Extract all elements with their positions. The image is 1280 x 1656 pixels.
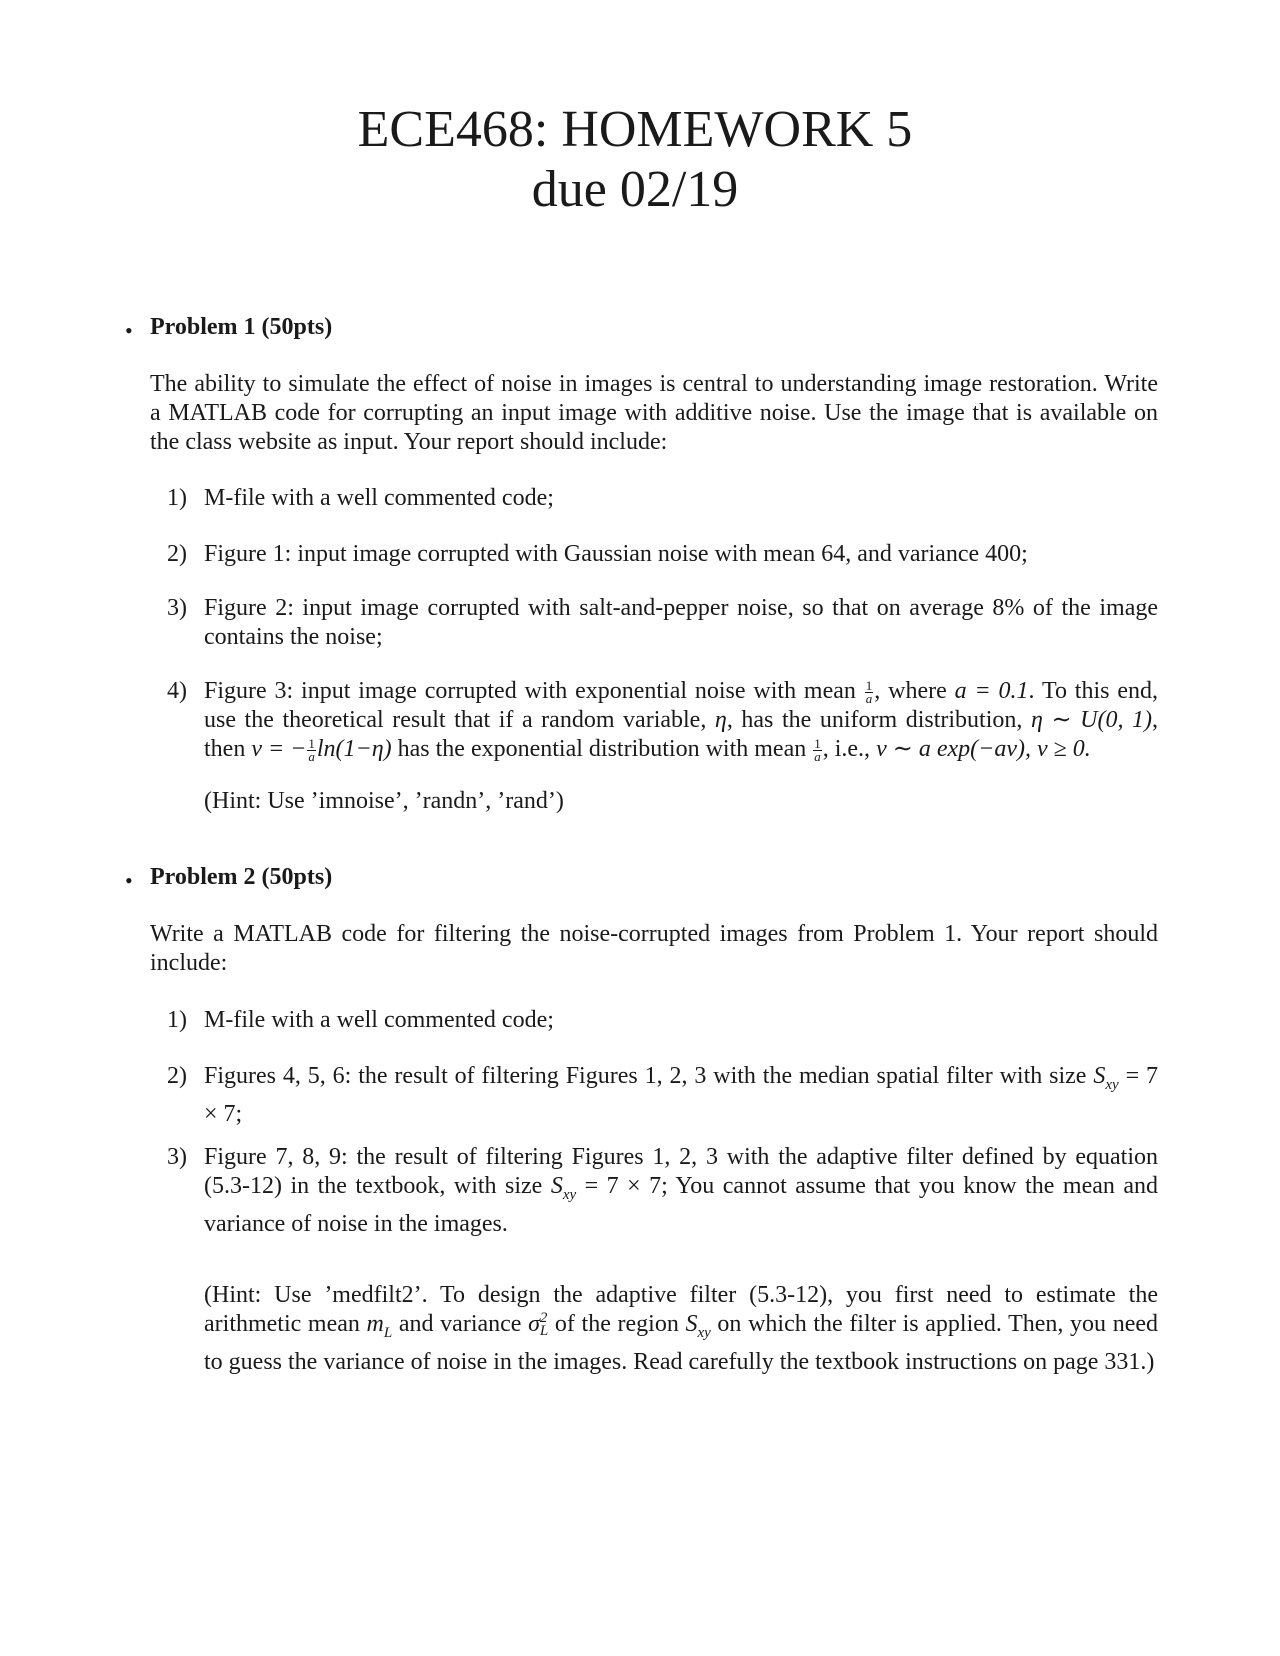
fraction-one-over-a-3: $\frac{1}{a}$: [814, 735, 821, 764]
p2-item-3: 3) Figure 7, 8, 9: the result of filtering Figures 1, 2, 3 with the adaptive filter defined by equation (5.3-12) in the textbook, with size $S_{xy} = 7 \times 7$; You cannot assume that you know the mean and variance of noise in the images.: [167, 1144, 1159, 1237]
p1-item-4: 4) Figure 3: input image corrupted with exponential noise with mean $\frac{1}{a}$ , where a = 0.1. To this end, use the theoretical result that if a random variable, η, has the uniform distribution, η ∼ U(0, 1), then ν = − $\frac{1}{a}$ ln(1−η) has the exponential distribution with mean $\frac{1}{a}$ , i.e., ν ∼ a exp(−aν), ν ≥ 0.: [167, 677, 1159, 764]
problem-1-heading: Problem 1 (50pts): [150, 314, 333, 340]
p1-item-1: 1) M-file with a well commented code;: [167, 485, 554, 511]
p2-item-2: 2) Figures 4, 5, 6: the result of filtering Figures 1, 2, 3 with the median spatial filter with size $S_{xy} = 7 \times 7$;: [167, 1063, 1158, 1127]
problem-1-intro: The ability to simulate the effect of noise in images is central to understanding image restoration. Write a MATLAB code for corrupting an input image with additive noise. Use the image that is available on the class website as input. Your report should include:: [150, 371, 1158, 455]
problem-2-hint: (Hint: Use ’medfilt2’. To design the adaptive filter (5.3-12), you first need to estimate the arithmetic mean $m_L$ and variance σ 2 L of the region $S_{xy}$ on which the filter is applied. Then, you need to guess the variance of noise in the images. Read carefully the textbook instructions on page 331.): [204, 1282, 1158, 1375]
problem-2-intro: Write a MATLAB code for filtering the noise-corrupted images from Problem 1. Your report should include:: [150, 921, 1158, 976]
problem-2-heading: Problem 2 (50pts): [150, 864, 333, 890]
document-title: [0, 100, 1270, 220]
problem-1-hint: (Hint: Use ’imnoise’, ’randn’, ’rand’): [204, 788, 564, 814]
bullet-problem-2: •: [125, 868, 133, 893]
bullet-problem-1: •: [125, 318, 133, 343]
p1-item-2: 2) Figure 1: input image corrupted with Gaussian noise with mean 64, and variance 400;: [167, 541, 1028, 567]
fraction-one-over-a-2: $\frac{1}{a}$: [308, 735, 315, 764]
homework-title: ECE468: HOMEWORK 5: [357, 101, 913, 158]
fraction-one-over-a: $\frac{1}{a}$: [865, 677, 873, 706]
p1-item-3: 3) Figure 2: input image corrupted with salt-and-pepper noise, so that on average 8% of the image contains the noise;: [167, 595, 1158, 650]
p2-item-1: 1) M-file with a well commented code;: [167, 1007, 554, 1033]
due-date: due 02/19: [531, 161, 739, 218]
